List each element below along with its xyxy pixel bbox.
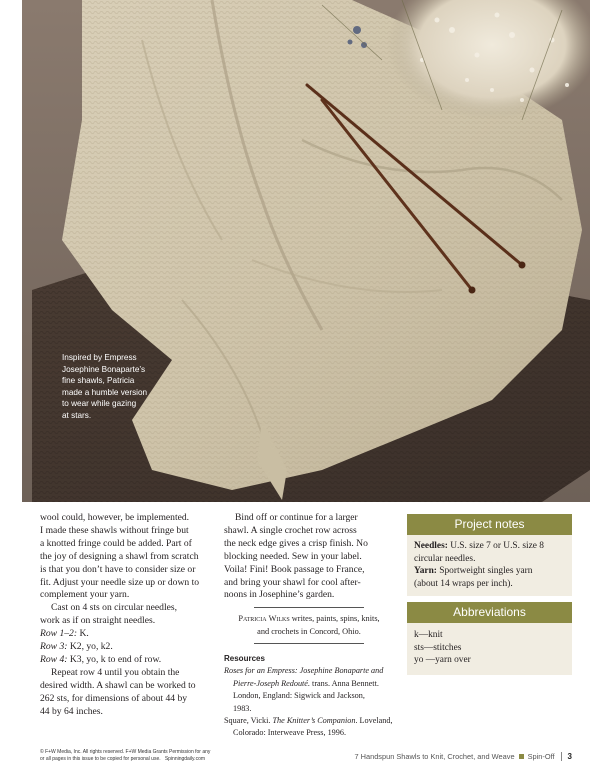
running-footer <box>300 752 572 761</box>
yarn-label: Yarn: <box>414 566 437 577</box>
ref-title: Pierre-Joseph Redouté. <box>233 678 310 688</box>
abbreviation-item: sts—stitches <box>414 642 462 653</box>
abbreviations-box <box>407 602 572 675</box>
yarn-text: Sportweight singles yarn <box>436 566 533 577</box>
text-line: wool could, however, be implemented. <box>40 512 190 523</box>
page-number: 3 <box>561 752 572 761</box>
text-line: and bring your shawl for cool after- <box>224 576 361 588</box>
square-bullet-icon <box>519 754 524 759</box>
ref-title: Roses for an Empress: Josephine Bonaparte and <box>224 666 384 676</box>
text-line: Voila! Fini! Book passage to France, <box>224 563 365 575</box>
needles-label: Needles: <box>414 541 448 551</box>
row-text: K3, yo, k to end of row. <box>67 653 162 665</box>
project-notes-heading: Project notes <box>407 514 572 535</box>
caption-line: at stars. <box>62 410 92 420</box>
caption-line: Josephine Bonaparte’s <box>62 364 146 374</box>
abbreviations-heading: Abbreviations <box>407 602 572 623</box>
text-line: work as if on straight needles. <box>40 615 156 627</box>
divider <box>254 607 364 608</box>
project-notes-box <box>407 514 572 596</box>
body-column-2 <box>224 512 394 740</box>
author-bio <box>224 613 394 638</box>
ref-title: The Knitter’s Companion <box>272 715 356 725</box>
caption-line: fine shawls, Patricia <box>62 376 135 385</box>
shawl-illustration <box>22 0 590 502</box>
caption-line: to wear while gazing <box>62 399 137 408</box>
shawl-photo <box>22 0 590 502</box>
magazine-name: Spin-Off <box>527 752 555 761</box>
site-link[interactable]: Spinningdaily.com <box>164 755 206 762</box>
bio-text: and crochets in Concord, Ohio. <box>257 626 361 636</box>
text-line: 262 sts, for dimensions of about 44 by <box>40 692 188 704</box>
needles-text: U.S. size 7 or U.S. size 8 <box>447 541 544 551</box>
reference-2 <box>224 715 394 740</box>
text-line: 44 by 64 inches. <box>40 705 103 717</box>
author-name: Patricia Wilks <box>238 614 290 624</box>
abbreviation-item: k—knit <box>414 630 443 640</box>
copyright-line: © F+W Media, Inc. All rights reserved. F+W Media Grants Permission for any <box>40 749 211 755</box>
abbreviation-item: yo —yarn over <box>414 655 471 666</box>
pattern-row-3 <box>40 641 220 654</box>
project-notes-body <box>407 535 572 596</box>
text-line: the neck edge gives a crisp finish. No <box>224 537 368 549</box>
ref-author: Square, Vicki. <box>224 715 273 725</box>
text-line: I made these shawls without fringe but <box>40 524 189 536</box>
copyright-notice <box>40 749 240 762</box>
divider <box>254 643 364 644</box>
text-line: fit. Adjust your needle size up or down to <box>40 576 200 588</box>
publication-title: 7 Handspun Shawls to Knit, Crochet, and Weave <box>354 752 515 761</box>
caption-line: Inspired by Empress <box>62 353 137 362</box>
text-line: noons in Josephine’s garden. <box>224 589 335 601</box>
abbreviations-body <box>407 623 572 675</box>
body-column-1 <box>40 512 220 719</box>
text-line: desired width. A shawl can be worked to <box>40 679 196 691</box>
needles-text: circular needles. <box>414 553 476 564</box>
text-line: complement your yarn. <box>40 589 130 601</box>
photo-caption <box>62 352 162 421</box>
row-label: Row 1–2: <box>40 628 78 640</box>
text-line: shawl. A single crochet row across <box>224 524 357 536</box>
row-text: K. <box>77 628 89 640</box>
ref-text: . Loveland, <box>355 715 393 725</box>
text-line: blocking needed. Sew in your label. <box>224 550 362 562</box>
row-text: K2, yo, k2. <box>67 641 113 653</box>
text-line: a knotted fringe could be added. Part of <box>40 537 192 549</box>
pattern-row-1 <box>40 628 220 641</box>
text-line: Cast on 4 sts on circular needles, <box>51 602 178 614</box>
reference-1 <box>224 665 394 715</box>
ref-text: 1983. <box>233 703 252 713</box>
ref-text: Colorado: Interweave Press, 1996. <box>233 728 347 738</box>
pattern-row-4 <box>40 654 220 667</box>
resources-heading: Resources <box>224 654 265 664</box>
row-label: Row 3: <box>40 641 68 653</box>
text-line: Repeat row 4 until you obtain the <box>51 666 180 678</box>
yarn-text: (about 14 wraps per inch). <box>414 578 513 589</box>
ref-text: London, England: Sigwick and Jackson, <box>233 691 365 701</box>
row-label: Row 4: <box>40 653 68 665</box>
text-line: the joy of designing a shawl from scratch <box>40 550 199 562</box>
ref-text: trans. Anna Bennett. <box>310 678 379 688</box>
copyright-line: or all pages in this issue to be copied for personal use. <box>40 755 161 762</box>
caption-line: made a humble version <box>62 387 148 397</box>
text-line: is that you don’t have to consider size or <box>40 563 196 575</box>
text-line: Bind off or continue for a larger <box>235 512 358 523</box>
bio-text: writes, paints, spins, knits, <box>289 614 380 624</box>
